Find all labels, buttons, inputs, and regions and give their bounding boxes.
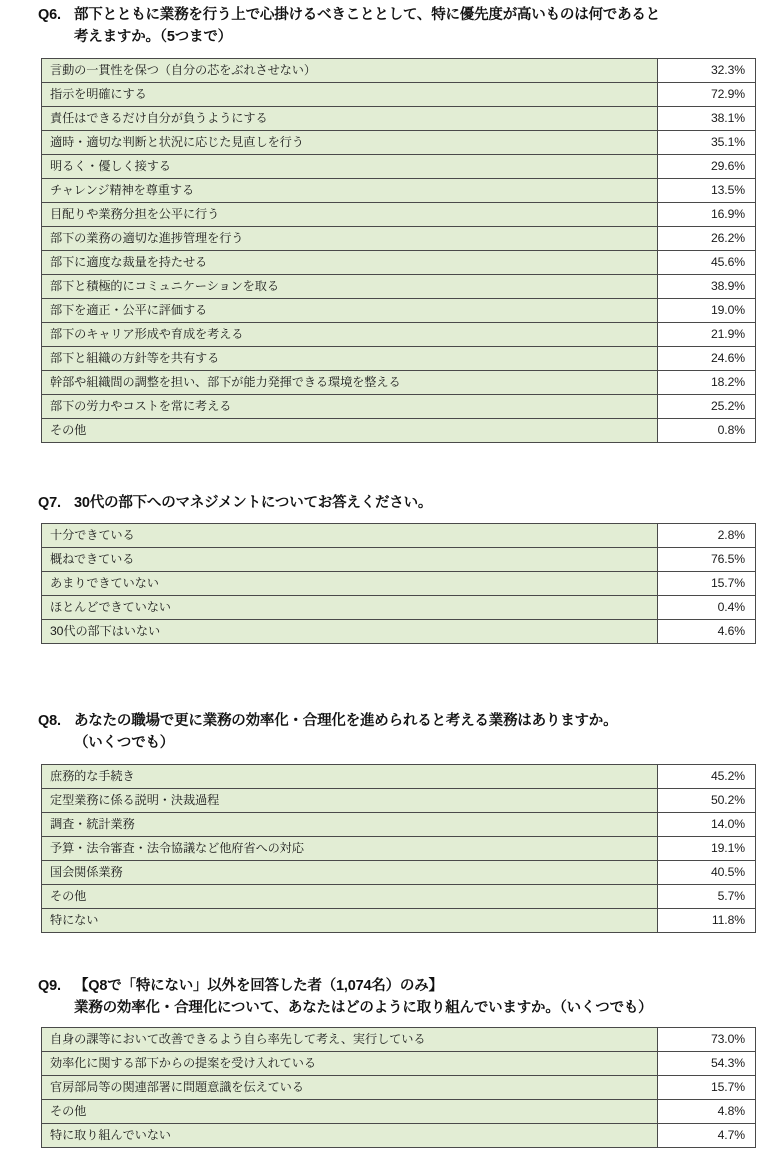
option-value: 72.9% (658, 83, 756, 107)
option-label: 国会関係業務 (42, 861, 658, 885)
table-row (42, 765, 756, 789)
question-heading-q9 (38, 975, 756, 1019)
option-label: 自身の課等において改善できるよう自ら率先して考え、実行している (42, 1028, 658, 1052)
option-value: 25.2% (658, 395, 756, 419)
table-row (42, 275, 756, 299)
table-row (42, 83, 756, 107)
option-value: 21.9% (658, 323, 756, 347)
table-row (42, 107, 756, 131)
question-heading-line-1 (38, 975, 756, 997)
option-label: ほとんどできていない (42, 596, 658, 620)
option-label: その他 (42, 1100, 658, 1124)
option-label: 特にない (42, 909, 658, 933)
option-value: 16.9% (658, 203, 756, 227)
table-row (42, 909, 756, 933)
table-row (42, 299, 756, 323)
option-value: 4.7% (658, 1124, 756, 1148)
option-label: 部下と組織の方針等を共有する (42, 347, 658, 371)
option-value: 50.2% (658, 789, 756, 813)
question-number-q6: Q6. (38, 7, 61, 23)
table-row (42, 1028, 756, 1052)
table-row (42, 1076, 756, 1100)
table-row (42, 1124, 756, 1148)
question-heading-line-1 (38, 492, 756, 514)
table-row (42, 251, 756, 275)
results-table-q7 (41, 523, 756, 644)
option-label: 30代の部下はいない (42, 620, 658, 644)
option-value: 19.1% (658, 837, 756, 861)
option-value: 4.8% (658, 1100, 756, 1124)
option-label: 官房部局等の関連部署に問題意識を伝えている (42, 1076, 658, 1100)
question-section-q9 (0, 975, 756, 1148)
table-row (42, 837, 756, 861)
question-text-line-1: 30代の部下へのマネジメントについてお答えください。 (74, 495, 433, 511)
question-number-q8: Q8. (38, 713, 61, 729)
option-value: 40.5% (658, 861, 756, 885)
table-row (42, 1100, 756, 1124)
option-value: 13.5% (658, 179, 756, 203)
option-value: 15.7% (658, 1076, 756, 1100)
option-label: 部下の業務の適切な進捗管理を行う (42, 227, 658, 251)
option-label: 言動の一貫性を保つ（自分の芯をぶれさせない） (42, 59, 658, 83)
results-table-q8 (41, 764, 756, 933)
question-section-q8 (0, 710, 756, 933)
table-row (42, 789, 756, 813)
option-value: 18.2% (658, 371, 756, 395)
table-row (42, 548, 756, 572)
table-row (42, 861, 756, 885)
results-table-q9 (41, 1027, 756, 1148)
table-row (42, 371, 756, 395)
question-heading-q6 (38, 4, 756, 48)
question-heading-q7 (38, 492, 756, 514)
option-label: 部下と積極的にコミュニケーションを取る (42, 275, 658, 299)
question-heading-line-2: 考えますか。（5つまで） (74, 29, 232, 45)
option-label: 幹部や組織間の調整を担い、部下が能力発揮できる環境を整える (42, 371, 658, 395)
option-label: 概ねできている (42, 548, 658, 572)
option-value: 29.6% (658, 155, 756, 179)
option-label: 明るく・優しく接する (42, 155, 658, 179)
option-value: 54.3% (658, 1052, 756, 1076)
question-number-q7: Q7. (38, 495, 61, 511)
option-value: 0.4% (658, 596, 756, 620)
option-value: 73.0% (658, 1028, 756, 1052)
option-label: 特に取り組んでいない (42, 1124, 658, 1148)
option-value: 2.8% (658, 524, 756, 548)
option-label: 調査・統計業務 (42, 813, 658, 837)
table-row (42, 596, 756, 620)
table-row (42, 885, 756, 909)
option-label: その他 (42, 885, 658, 909)
table-row (42, 1052, 756, 1076)
option-label: 指示を明確にする (42, 83, 658, 107)
option-value: 24.6% (658, 347, 756, 371)
question-number-q9: Q9. (38, 978, 61, 994)
option-value: 19.0% (658, 299, 756, 323)
option-label: 責任はできるだけ自分が負うようにする (42, 107, 658, 131)
option-value: 26.2% (658, 227, 756, 251)
option-label: 部下のキャリア形成や育成を考える (42, 323, 658, 347)
table-row (42, 524, 756, 548)
table-row (42, 620, 756, 644)
option-label: 定型業務に係る説明・決裁過程 (42, 789, 658, 813)
table-row (42, 155, 756, 179)
option-value: 32.3% (658, 59, 756, 83)
option-value: 38.1% (658, 107, 756, 131)
table-row (42, 179, 756, 203)
option-label: チャレンジ精神を尊重する (42, 179, 658, 203)
option-value: 45.6% (658, 251, 756, 275)
option-label: あまりできていない (42, 572, 658, 596)
option-value: 11.8% (658, 909, 756, 933)
table-row (42, 59, 756, 83)
table-row (42, 347, 756, 371)
question-heading-q8 (38, 710, 756, 754)
option-label: 庶務的な手続き (42, 765, 658, 789)
table-row (42, 813, 756, 837)
results-table-q6 (41, 58, 756, 443)
option-value: 45.2% (658, 765, 756, 789)
option-label: 部下を適正・公平に評価する (42, 299, 658, 323)
table-row (42, 131, 756, 155)
option-label: 適時・適切な判断と状況に応じた見直しを行う (42, 131, 658, 155)
question-heading-line-2: （いくつでも） (74, 735, 175, 751)
option-label: 部下に適度な裁量を持たせる (42, 251, 658, 275)
option-value: 38.9% (658, 275, 756, 299)
question-heading-line-2: 業務の効率化・合理化について、あなたはどのように取り組んでいますか。（いくつでも） (74, 1000, 653, 1016)
option-label: 目配りや業務分担を公平に行う (42, 203, 658, 227)
question-heading-line-1 (38, 4, 756, 26)
table-row (42, 227, 756, 251)
option-label: 予算・法令審査・法令協議など他府省への対応 (42, 837, 658, 861)
table-row (42, 323, 756, 347)
option-value: 15.7% (658, 572, 756, 596)
table-row (42, 572, 756, 596)
option-value: 0.8% (658, 419, 756, 443)
table-row (42, 203, 756, 227)
option-value: 35.1% (658, 131, 756, 155)
option-value: 4.6% (658, 620, 756, 644)
option-value: 5.7% (658, 885, 756, 909)
option-label: その他 (42, 419, 658, 443)
option-label: 効率化に関する部下からの提案を受け入れている (42, 1052, 658, 1076)
option-label: 十分できている (42, 524, 658, 548)
question-section-q7 (0, 492, 756, 644)
option-value: 76.5% (658, 548, 756, 572)
table-row (42, 419, 756, 443)
question-heading-line-1 (38, 710, 756, 732)
option-label: 部下の労力やコストを常に考える (42, 395, 658, 419)
question-text-line-1: 部下とともに業務を行う上で心掛けるべきこととして、特に優先度が高いものは何であると (74, 7, 661, 23)
question-text-line-1: 【Q8で「特にない」以外を回答した者（1,074名）のみ】 (74, 978, 443, 994)
question-text-line-1: あなたの職場で更に業務の効率化・合理化を進められると考える業務はありますか。 (74, 713, 618, 729)
option-value: 14.0% (658, 813, 756, 837)
table-row (42, 395, 756, 419)
question-section-q6 (0, 4, 756, 443)
